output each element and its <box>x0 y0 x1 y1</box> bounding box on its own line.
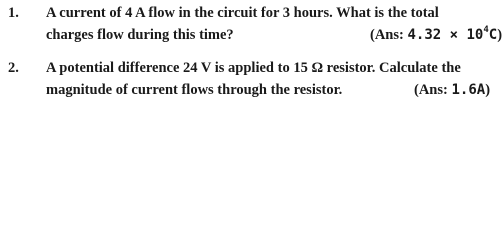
answer-prefix: (Ans: <box>370 27 408 43</box>
question-text: charges flow during this time? <box>46 27 234 43</box>
worksheet-page <box>0 0 502 106</box>
answer-suffix: ) <box>485 82 491 98</box>
answer-value: 1.6A <box>451 82 486 98</box>
answer <box>370 25 502 45</box>
question-number: 2. <box>8 60 19 76</box>
answer-unit: C <box>488 27 498 43</box>
answer-suffix: ) <box>497 27 502 43</box>
question-text-line-1: A potential difference 24 V is applied to 15 Ω resistor. Calculate the <box>46 60 461 76</box>
question-text-line-2 <box>46 80 491 100</box>
question-text-line-2 <box>46 25 502 45</box>
answer <box>414 80 490 100</box>
question-number: 1. <box>8 5 19 21</box>
answer-prefix: (Ans: <box>414 82 452 98</box>
question-text-line-1: A current of 4 A flow in the circuit for 3 hours. What is the total <box>46 5 439 21</box>
answer-exponent: 4 <box>483 25 489 36</box>
question-text: magnitude of current flows through the resistor. <box>46 82 343 98</box>
answer-value <box>407 27 497 43</box>
answer-base: 4.32 × 10 <box>407 27 484 43</box>
